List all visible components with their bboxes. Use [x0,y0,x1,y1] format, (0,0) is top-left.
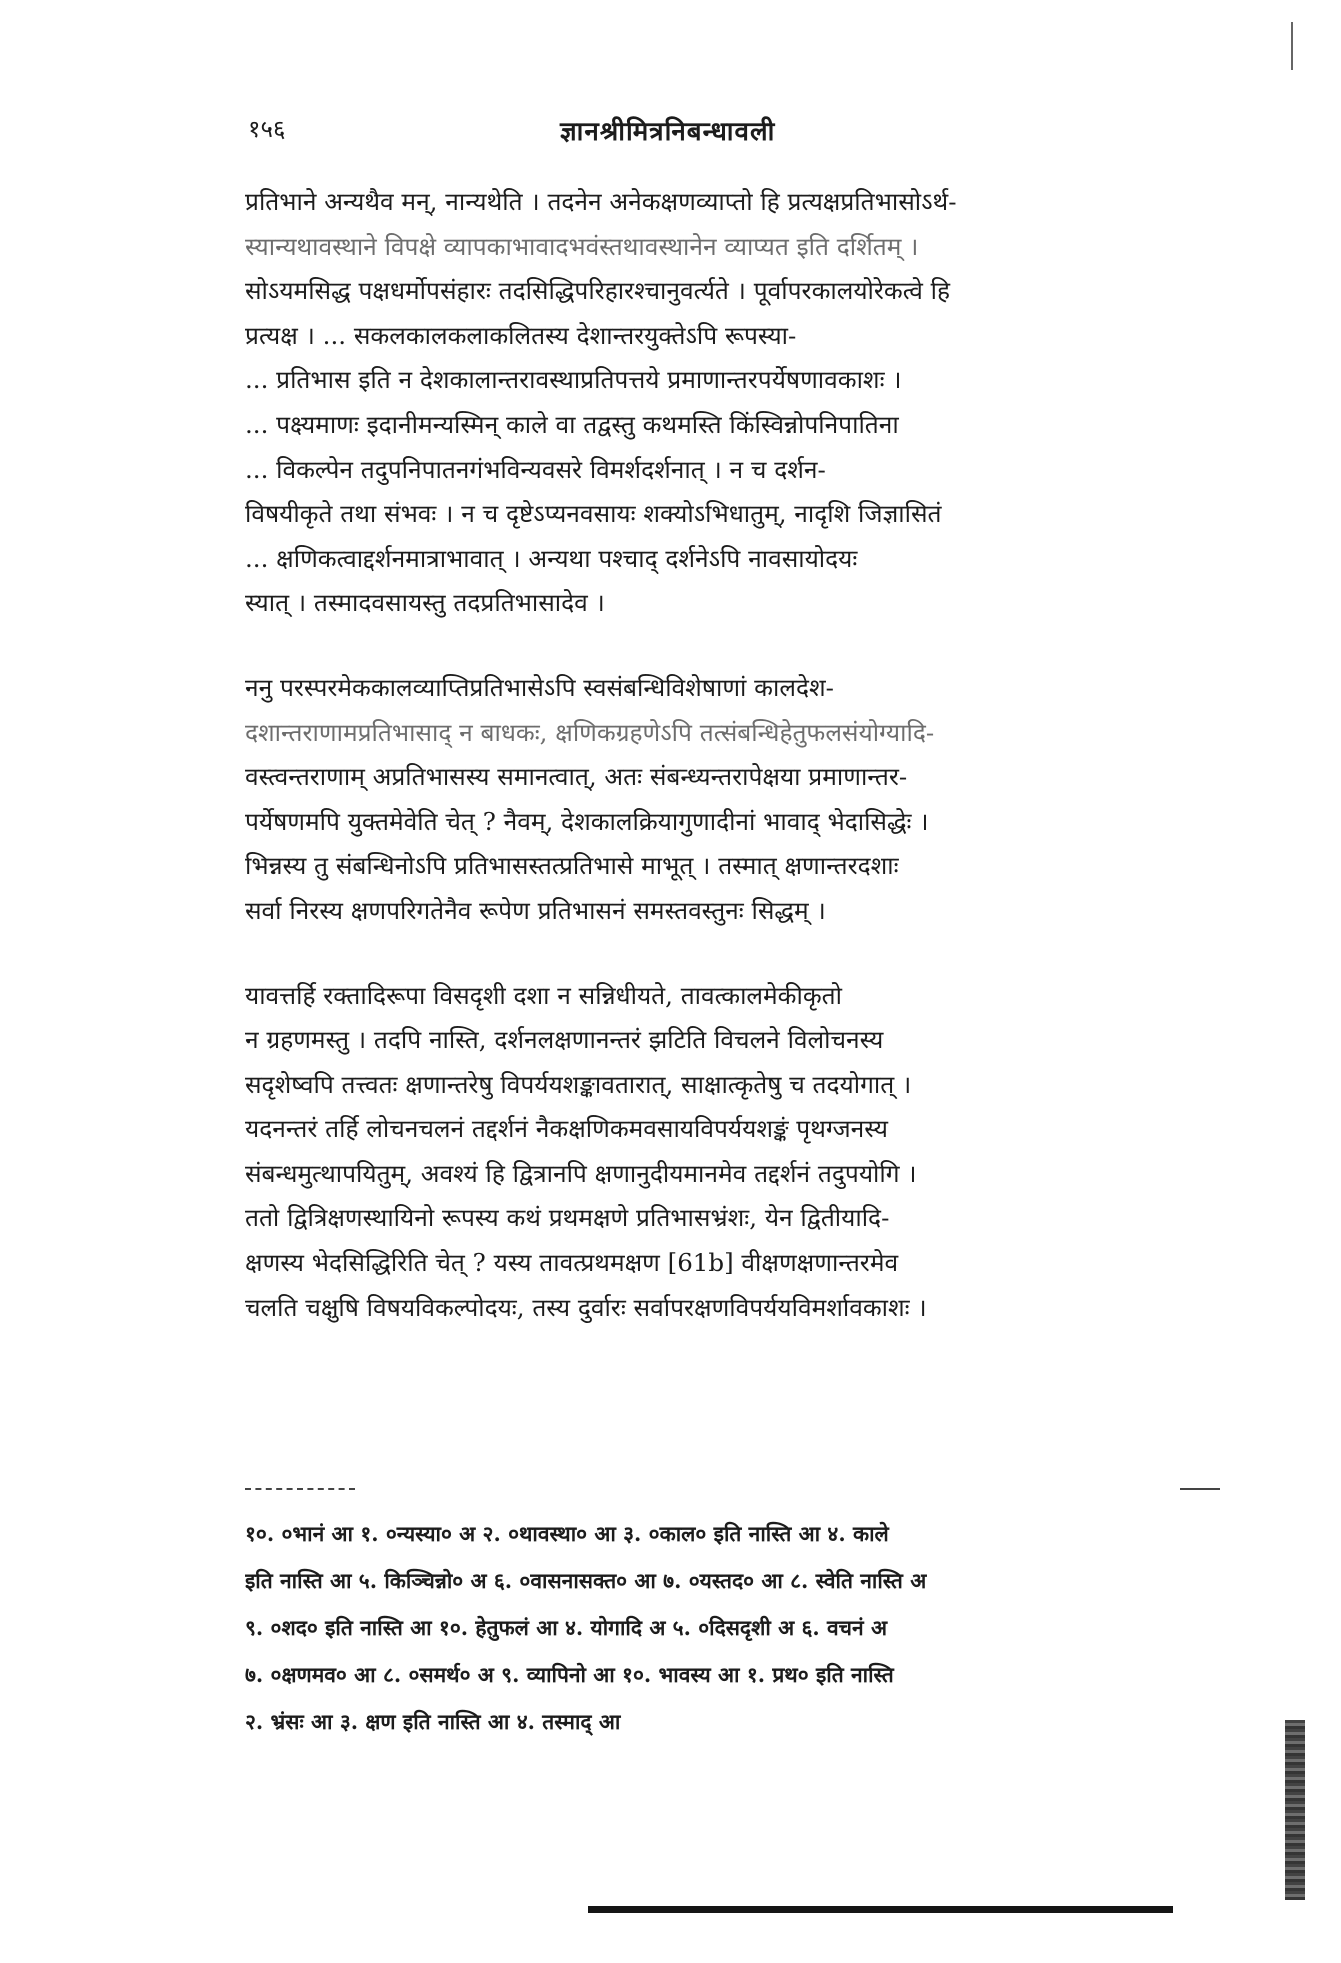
text-line: प्रतिभाने अन्यथैव मन्, नान्यथेति । तदनेन अनेकक्षणव्याप्तो हि प्रत्यक्षप्रतिभासोऽर्थ- [245,187,957,216]
text-line: प्रत्यक्ष । ... सकलकालकलाकलितस्य देशान्तरयुक्तेऽपि रूपस्या- [245,320,797,350]
scan-edge-mark [1291,22,1293,70]
text-line: यदनन्तरं तर्हि लोचनचलनं तद्दर्शनं नैकक्षणिकमवसायविपर्ययशङ्कं पृथग्जनस्य [245,1114,888,1144]
text-line: दशान्तराणामप्रतिभासाद् न बाधकः, क्षणिकग्रहणेऽपि तत्संबन्धिहेतुफलसंयोग्यादि- [245,717,935,747]
text-line: चलति चक्षुषि विषयविकल्पोदयः, तस्य दुर्वारः सर्वापरक्षणविपर्ययविमर्शावकाशः । [245,1292,927,1322]
text-line: स्यात् । तस्मादवसायस्तु तदप्रतिभासादेव । [245,588,605,618]
running-title: ज्ञानश्रीमित्रनिबन्धावली [560,117,776,147]
text-line: विषयीकृते तथा संभवः । न च दृष्टेऽप्यनवसायः शक्योऽभिधातुम्, नादृशि जिज्ञासितं [245,499,942,529]
bottom-rule [588,1906,1173,1913]
text-line: क्षणस्य भेदसिद्धिरिति चेत् ? यस्य तावत्प्रथमक्षण [61b] वीक्षणक्षणान्तरमेव [245,1248,899,1278]
main-text [245,180,1225,1330]
footnote-separator-right [1180,1488,1220,1490]
footnote-separator [245,1488,355,1490]
text-line: वस्त्वन्तराणाम् अप्रतिभासस्य समानत्वात्, अतः संबन्ध्यन्तरापेक्षया प्रमाणान्तर- [245,762,908,792]
text-line: ... क्षणिकत्वाद्दर्शनमात्राभावात् । अन्यथा पश्चाद् दर्शनेऽपि नावसायोदयः [245,543,858,573]
text-line: ननु परस्परमेककालव्याप्तिप्रतिभासेऽपि स्वसंबन्धिविशेषाणां कालदेश- [245,672,834,702]
footnote-line: इति नास्ति आ ५. किञ्चिन्नो० अ ६. ०वासनासक्त० आ ७. ०यस्तद० आ ८. स्वेति नास्ति अ [245,1568,927,1593]
footnote-line: १०. ०भानं आ १. ०न्यस्या० अ २. ०थावस्था० आ ३. ०काल० इति नास्ति आ ४. काले [245,1521,889,1546]
text-line: पर्येषणमपि युक्तमेवेति चेत् ? नैवम्, देशकालक्रियागुणादीनां भावाद् भेदासिद्धेः । [245,806,929,836]
text-line: संबन्धमुत्थापयितुम्, अवश्यं हि द्वित्रानपि क्षणानुदीयमानमेव तद्दर्शनं तदुपयोगि । [245,1158,917,1188]
text-line: स्यान्यथावस्थाने विपक्षे व्यापकाभावादभवंस्तथावस्थानेन व्याप्यत इति दर्शितम् । [245,231,919,261]
text-line: यावत्तर्हि रक्तादिरूपा विसदृशी दशा न सन्निधीयते, तावत्कालमेकीकृतो [245,980,842,1010]
text-line: ततो द्वित्रिक्षणस्थायिनो रूपस्य कथं प्रथमक्षणे प्रतिभासभ्रंशः, येन द्वितीयादि- [245,1203,890,1233]
paragraph [245,974,1225,1331]
text-line: सदृशेष्वपि तत्त्वतः क्षणान्तरेषु विपर्ययशङ्कावतारात्, साक्षात्कृतेषु च तदयोगात् । [245,1069,912,1099]
text-line: सर्वा निरस्य क्षणपरिगतेनैव रूपेण प्रतिभासनं समस्तवस्तुनः सिद्धम् । [245,895,826,925]
page-header [0,112,1341,152]
page-number: १५६ [248,115,286,143]
footnote-line: ९. ०शद० इति नास्ति आ १०. हेतुफलं आ ४. योगादि अ ५. ०दिसदृशी अ ६. वचनं अ [245,1615,888,1640]
footnote-line: २. भ्रंसः आ ३. क्षण इति नास्ति आ ४. तस्माद् आ [245,1709,621,1734]
text-line: सोऽयमसिद्ध पक्षधर्मोपसंहारः तदसिद्धिपरिहारश्चानुवर्त्यते । पूर्वापरकालयोरेकत्वे हि [245,276,950,306]
paragraph [245,180,1225,626]
text-line: भिन्नस्य तु संबन्धिनोऽपि प्रतिभासस्तत्प्रतिभासे माभूत् । तस्मात् क्षणान्तरदशाः [245,851,899,881]
text-line: ... विकल्पेन तदुपनिपातनगंभविन्यवसरे विमर्शदर्शनात् । न च दर्शन- [245,454,826,484]
text-line: ... प्रतिभास इति न देशकालान्तरावस्थाप्रतिपत्तये प्रमाणान्तरपर्येषणावकाशः । [245,365,902,395]
text-line: ... पक्ष्यमाणः इदानीमन्यस्मिन् काले वा तद्वस्तु कथमस्ति किंस्विन्नोपनिपातिना [245,409,899,439]
footnote-line: ७. ०क्षणमव० आ ८. ०समर्थ० अ ९. व्यापिनो आ १०. भावस्य आ १. प्रथ० इति नास्ति [245,1662,894,1687]
paragraph [245,666,1225,934]
binding-edge-shadow [1285,1720,1305,1900]
footnotes [245,1510,1225,1745]
text-line: न ग्रहणमस्तु । तदपि नास्ति, दर्शनलक्षणानन्तरं झटिति विचलने विलोचनस्य [245,1025,884,1055]
